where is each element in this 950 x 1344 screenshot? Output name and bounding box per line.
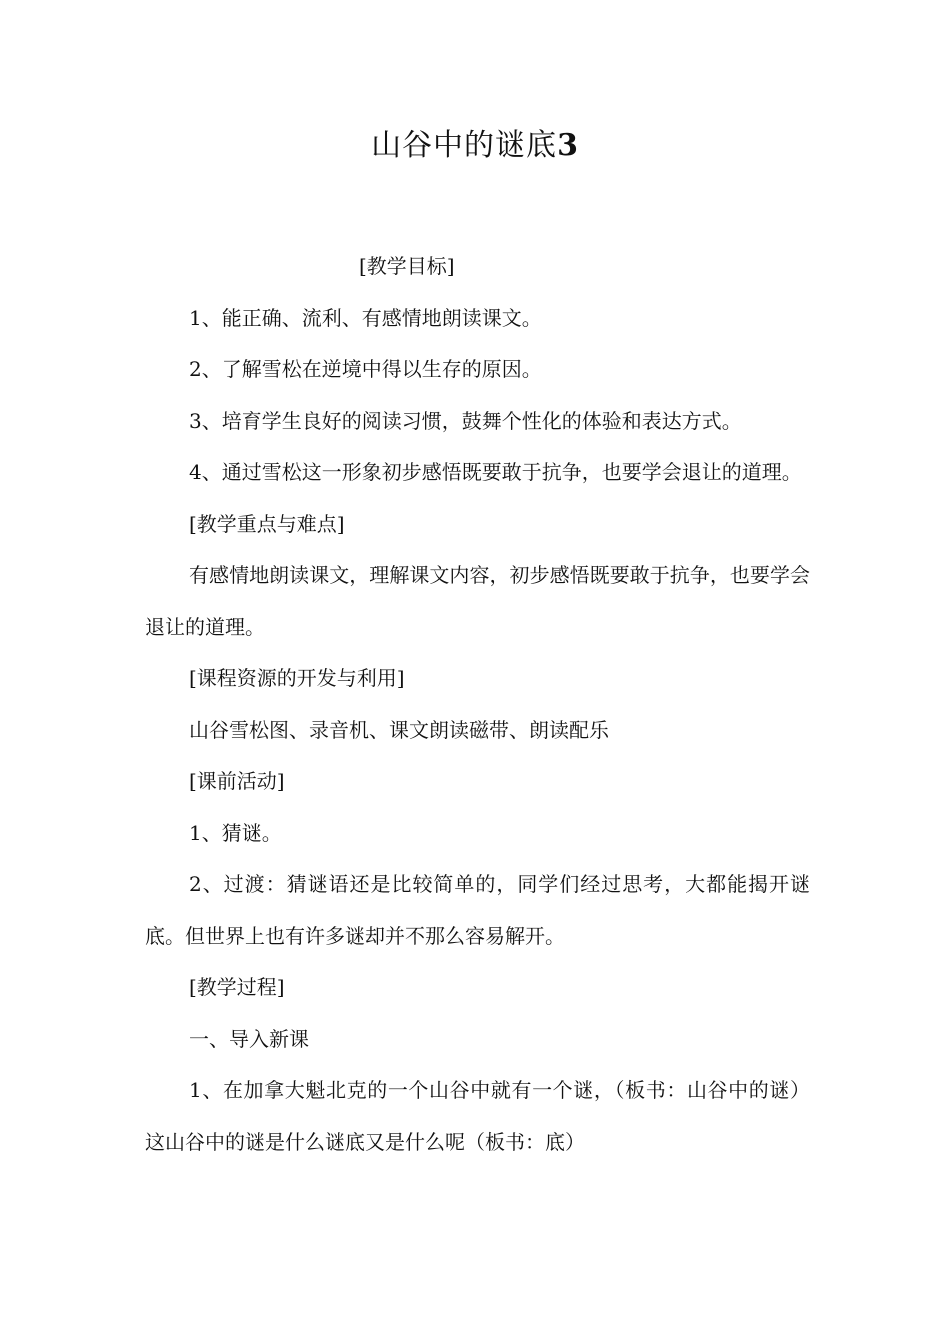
- paragraph: 3、培育学生良好的阅读习惯，鼓舞个性化的体验和表达方式。: [189, 408, 742, 433]
- section-heading-teaching-goals: [教学目标]: [359, 254, 455, 278]
- title-number: 3: [557, 128, 579, 163]
- paragraph: 一、导入新课: [189, 1026, 309, 1051]
- paragraph: 山谷雪松图、录音机、课文朗读磁带、朗读配乐: [189, 717, 609, 742]
- section-heading-process: [教学过程]: [189, 975, 285, 999]
- paragraph: 1、猜谜。: [189, 820, 282, 845]
- section-heading-key-points: [教学重点与难点]: [189, 511, 345, 536]
- paragraph: 有感情地朗读课文，理解课文内容，初步感悟既要敢于抗争，也要学会退让的道理。: [145, 563, 810, 639]
- document-title: [0, 124, 950, 168]
- section-heading-pre-class: [课前活动]: [189, 769, 285, 793]
- document-body: [145, 241, 810, 1168]
- paragraph: 4、通过雪松这一形象初步感悟既要敢于抗争，也要学会退让的道理。: [189, 460, 802, 484]
- section-heading-resources: [课程资源的开发与利用]: [189, 666, 405, 690]
- paragraph: 1、在加拿大魁北克的一个山谷中就有一个谜，（板书：山谷中的谜）这山谷中的谜是什么谜底又是什么呢（板书：底）: [145, 1078, 810, 1154]
- title-text: 山谷中的谜底: [371, 128, 558, 163]
- paragraph: 2、过渡：猜谜语还是比较简单的，同学们经过思考，大都能揭开谜底。但世界上也有许多谜却并不那么容易解开。: [145, 872, 810, 948]
- paragraph: 2、了解雪松在逆境中得以生存的原因。: [189, 357, 542, 381]
- paragraph: 1、能正确、流利、有感情地朗读课文。: [189, 305, 542, 330]
